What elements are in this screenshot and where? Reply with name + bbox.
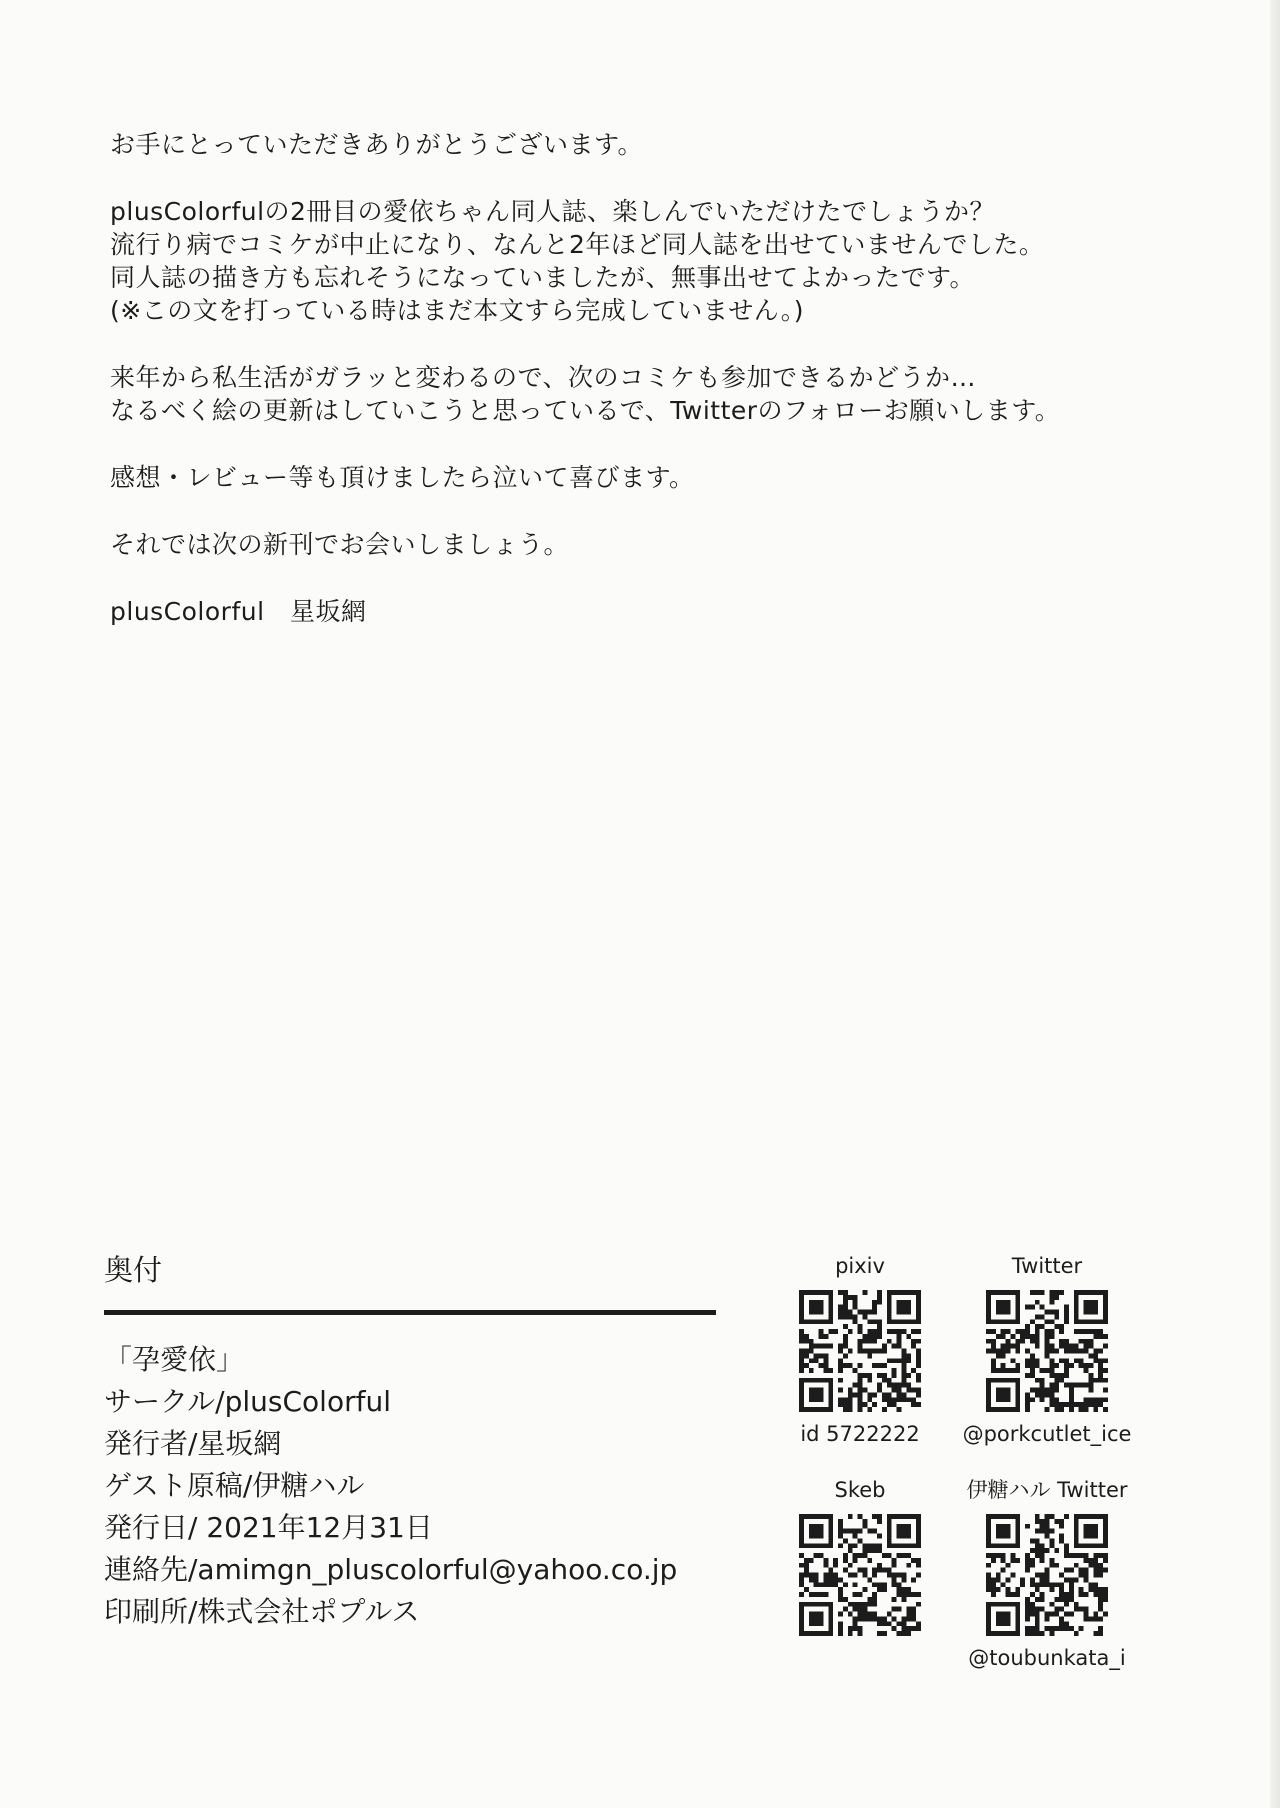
qr-label: pixiv	[835, 1254, 885, 1278]
colophon-date: 発行日/ 2021年12月31日	[104, 1511, 433, 1544]
afterword-paragraph-5	[110, 528, 1190, 561]
afterword-paragraph-1	[110, 128, 1190, 161]
qr-block-skeb	[760, 1476, 960, 1644]
qr-code-icon[interactable]	[799, 1290, 921, 1412]
colophon-contact: 連絡先/amimgn_pluscolorful@yahoo.co.jp	[104, 1553, 678, 1586]
afterword-signature	[110, 595, 1190, 628]
afterword-line: 感想・レビュー等も頂けましたら泣いて喜びます。	[110, 463, 695, 492]
afterword-line: 同人誌の描き方も忘れそうになっていましたが、無事出せてよかったです。	[110, 263, 976, 292]
colophon-title: 奥付	[104, 1253, 163, 1287]
qr-block-guest-twitter	[947, 1476, 1147, 1672]
qr-block-pixiv	[760, 1252, 960, 1448]
qr-id: id 5722222	[800, 1422, 920, 1446]
colophon-divider	[104, 1310, 716, 1315]
afterword-line: なるべく絵の更新はしていこうと思っているで、Twitterのフォローお願いします。	[110, 396, 1061, 425]
afterword	[110, 128, 1190, 662]
colophon-publisher: 発行者/星坂網	[104, 1427, 282, 1460]
afterword-paragraph-3	[110, 361, 1190, 427]
afterword-line: お手にとっていただきありがとうございます。	[110, 130, 644, 159]
qr-code-icon[interactable]	[986, 1290, 1108, 1412]
afterword-line: それでは次の新刊でお会いしましょう。	[110, 530, 570, 559]
colophon-printer: 印刷所/株式会社ポプルス	[104, 1595, 420, 1628]
qr-code-icon[interactable]	[799, 1514, 921, 1636]
qr-block-twitter	[947, 1252, 1147, 1448]
afterword-line: 流行り病でコミケが中止になり、なんと2年ほど同人誌を出せていませんでした。	[110, 230, 1045, 259]
qr-label: 伊糖ハル Twitter	[966, 1478, 1128, 1502]
afterword-line: (※この文を打っている時はまだ本文すら完成していません。)	[110, 296, 804, 325]
afterword-paragraph-2	[110, 195, 1190, 327]
qr-label: Twitter	[1011, 1254, 1083, 1278]
afterword-line: plusColorfulの2冊目の愛依ちゃん同人誌、楽しんでいただけたでしょうか？	[110, 197, 995, 226]
afterword-line: 来年から私生活がガラッと変わるので、次のコミケも参加できるかどうか…	[110, 363, 977, 392]
qr-label: Skeb	[834, 1478, 886, 1502]
colophon-guest: ゲスト原稿/伊糖ハル	[104, 1469, 365, 1502]
qr-id: @porkcutlet_ice	[962, 1422, 1132, 1446]
colophon	[104, 1250, 744, 1633]
qr-code-icon[interactable]	[986, 1514, 1108, 1636]
afterword-paragraph-4	[110, 461, 1190, 494]
colophon-book-title: 「孕愛依」	[104, 1343, 245, 1376]
afterword-line: plusColorful 星坂網	[110, 597, 367, 626]
qr-id: @toubunkata_i	[968, 1646, 1126, 1670]
colophon-circle: サークル/plusColorful	[104, 1385, 391, 1418]
page-edge	[1270, 0, 1280, 1808]
